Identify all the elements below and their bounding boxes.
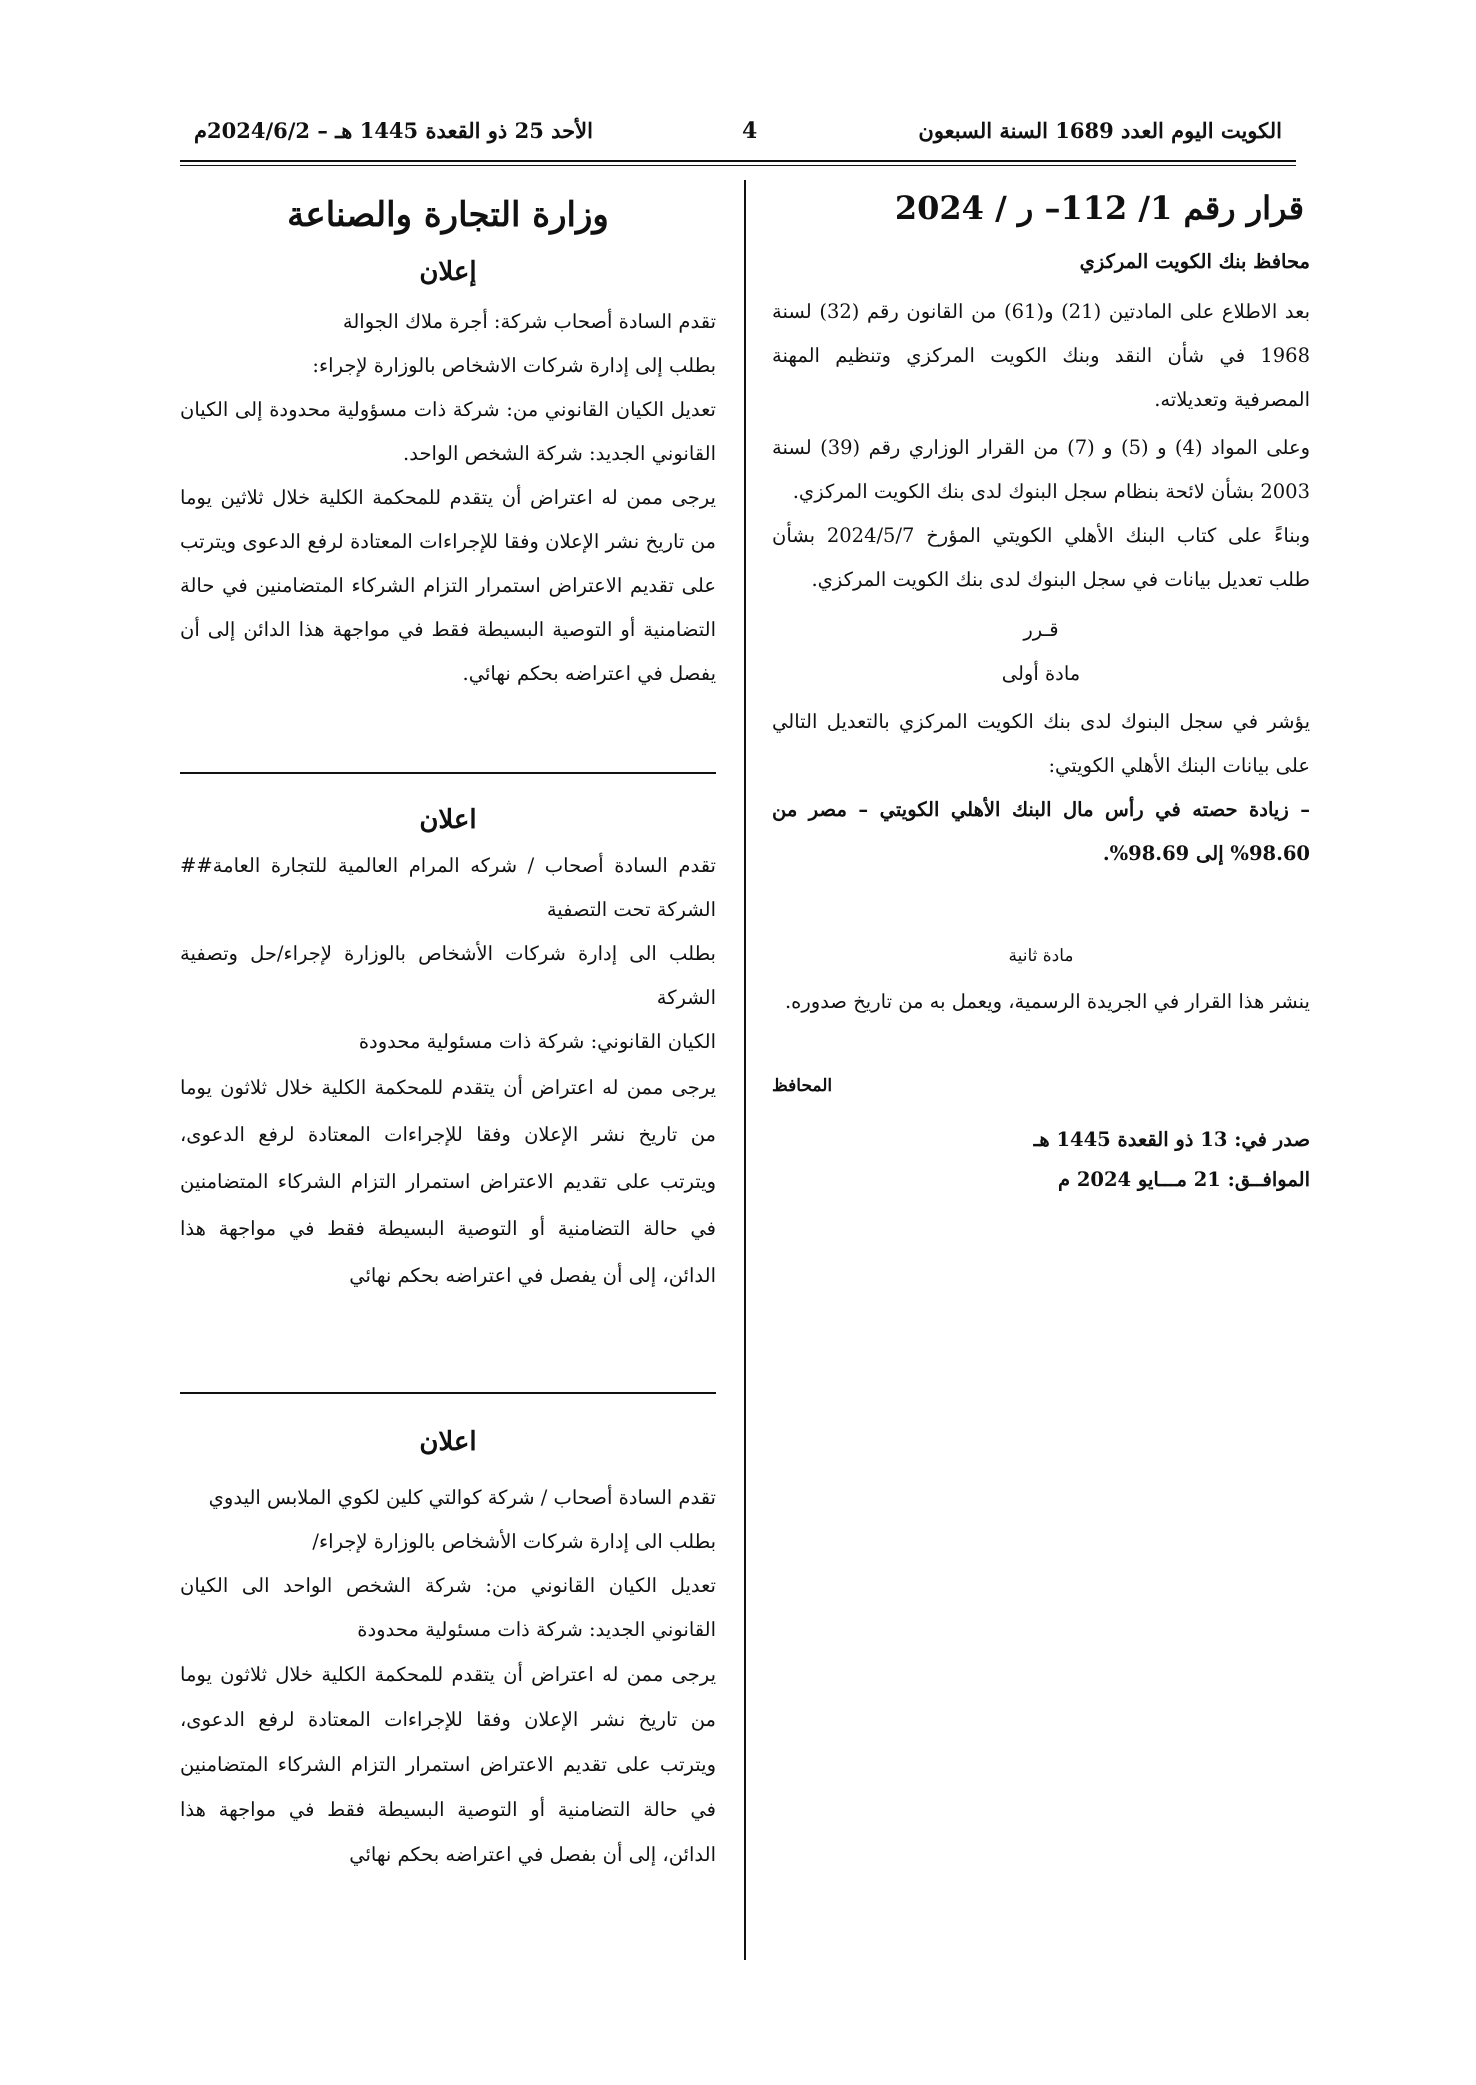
announcement-separator-2 (180, 1392, 716, 1394)
announcement-3-request: بطلب الى إدارة شركات الأشخاص بالوزارة لإجراء/ (312, 1530, 716, 1553)
decision-preamble-2: وعلى المواد (4) و (5) و (7) من القرار الوزاري رقم (39) لسنة 2003 بشأن لائحة بنظام سجل البنوك لدى بنك الكويت المركزي. (772, 436, 1311, 503)
announcement-1-request: بطلب إلى إدارة شركات الاشخاص بالوزارة لإجراء: (312, 354, 716, 377)
ministry-announcement-1 (180, 190, 716, 696)
announcement-1-change: تعديل الكيان القانوني من: شركة ذات مسؤولية محدودة إلى الكيان القانوني الجديد: شركة الشخص الواحد. (180, 398, 716, 465)
announcement-1-applicant: تقدم السادة أصحاب شركة: أجرة ملاك الجوالة (342, 310, 716, 333)
article-1-title: مادة أولى (1001, 662, 1081, 685)
gazette-issue-info: الكويت اليوم العدد 1689 السنة السبعون (918, 118, 1282, 143)
announcement-2-applicant: تقدم السادة أصحاب / شركه المرام العالمية للتجارة العامة## الشركة تحت التصفية (180, 854, 716, 921)
announcement-3-applicant: تقدم السادة أصحاب / شركة كوالتي كلين لكوي الملابس اليدوي (208, 1486, 716, 1509)
decision-preamble-3: وبناءً على كتاب البنك الأهلي الكويتي المؤرخ 2024/5/7 بشأن طلب تعديل بيانات في سجل البنوك لدى بنك الكويت المركزي. (772, 524, 1310, 591)
decision-preamble-1: بعد الاطلاع على المادتين (21) و(61) من القانون رقم (32) لسنة 1968 في شأن النقد وبنك الكويت المركزي وتنظيم المهنة المصرفية وتعديلاته. (772, 300, 1310, 411)
column-divider (744, 180, 746, 1960)
header-rule (180, 160, 1296, 162)
article-2-title: مادة ثانية (1008, 946, 1074, 966)
ministry-announcement-2 (180, 798, 716, 1299)
announcement-2-request: بطلب الى إدارة شركات الأشخاص بالوزارة لإجراء/حل وتصفية الشركة (180, 942, 716, 1009)
header-rule-thin (180, 165, 1296, 166)
page-number: 4 (742, 118, 758, 144)
announcement-1-title: إعلان (419, 257, 477, 287)
article-2-text: ينشر هذا القرار في الجريدة الرسمية، ويعمل به من تاريخ صدوره. (784, 990, 1310, 1013)
governor-signature: المحافظ (772, 1076, 833, 1096)
article-1-item: – زيادة حصته في رأس مال البنك الأهلي الكويتي – مصر من 98.60% إلى 98.69%. (772, 798, 1310, 865)
ministry-title: وزارة التجارة والصناعة (287, 195, 609, 235)
announcement-3-objection: يرجى ممن له اعتراض أن يتقدم للمحكمة الكلية خلال ثلاثون يوما من تاريخ نشر الإعلان وفقا للإجراءات المعتادة لرفع الدعوى، ويترتب على تقديم الاعتراض استمرار التزام الشركاء المتضامنين في حالة التضامنية أو التوصية البسيطة فقط في مواجهة هذا الدائن، إلى أن بفصل في اعتراضه بحكم نهائي (180, 1663, 716, 1866)
article-1-text: يؤشر في سجل البنوك لدى بنك الكويت المركزي بالتعديل التالي على بيانات البنك الأهلي الكويتي: (772, 710, 1310, 777)
issue-date: الأحد 25 ذو القعدة 1445 هـ – 2024/6/2م (194, 118, 593, 143)
announcement-3-change: تعديل الكيان القانوني من: شركة الشخص الواحد الى الكيان القانوني الجديد: شركة ذات مسئولية محدودة (180, 1574, 716, 1641)
decision-column (772, 186, 1310, 1200)
issued-hijri-date: صدر في: 13 ذو القعدة 1445 هـ (1033, 1128, 1310, 1151)
ministry-announcement-3 (180, 1420, 716, 1877)
announcement-1-objection: يرجى ممن له اعتراض أن يتقدم للمحكمة الكلية خلال ثلاثين يوما من تاريخ نشر الإعلان وفقا للإجراءات المعتادة لرفع الدعوى ويترتب على تقديم الاعتراض استمرار التزام الشركاء المتضامنين في حالة التضامنية أو التوصية البسيطة فقط في مواجهة هذا الدائن إلى أن يفصل في اعتراضه بحكم نهائي. (180, 486, 716, 685)
decision-title: قرار رقم 1/ 112– ر / 2024 (894, 189, 1304, 227)
decided-label: قـرر (1023, 618, 1059, 641)
issued-gregorian-date: الموافــق: 21 مـــايو 2024 م (1057, 1168, 1310, 1191)
announcement-2-objection: يرجى ممن له اعتراض أن يتقدم للمحكمة الكلية خلال ثلاثون يوما من تاريخ نشر الإعلان وفقا للإجراءات المعتادة لرفع الدعوى، ويترتب على تقديم الاعتراض استمرار التزام الشركاء المتضامنين في حالة التضامنية أو التوصية البسيطة فقط في مواجهة هذا الدائن، إلى أن يفصل في اعتراضه بحكم نهائي (180, 1076, 716, 1287)
announcement-2-entity: الكيان القانوني: شركة ذات مسئولية محدودة (358, 1030, 716, 1053)
decision-issuer: محافظ بنك الكويت المركزي (1079, 250, 1310, 273)
announcement-3-title: اعلان (419, 1427, 477, 1457)
announcement-2-title: اعلان (419, 805, 477, 835)
announcement-separator-1 (180, 772, 716, 774)
